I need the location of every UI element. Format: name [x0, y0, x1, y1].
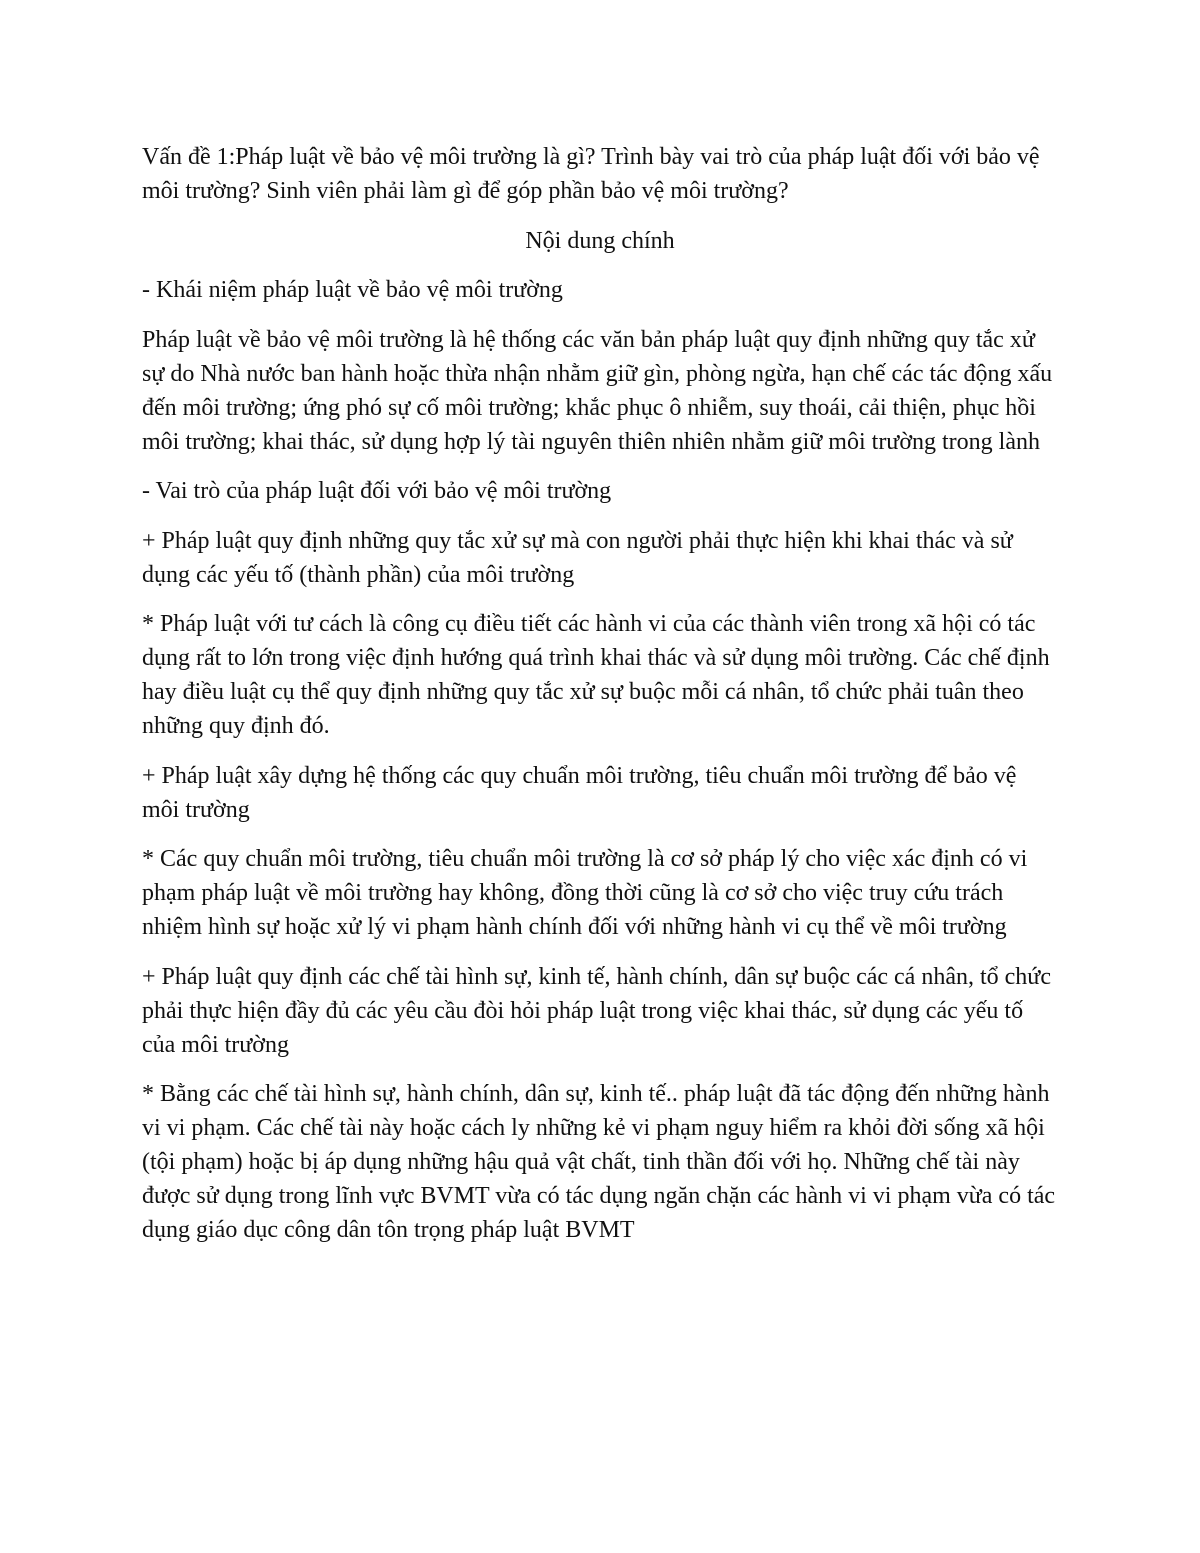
role-point-1: + Pháp luật quy định những quy tắc xử sự mà con người phải thực hiện khi khai thác và sử dụng các yếu tố (thành phần) của môi trường	[142, 527, 1013, 588]
role-subheading: - Vai trò của pháp luật đối với bảo vệ môi trường	[142, 478, 612, 504]
concept-subheading: - Khái niệm pháp luật về bảo vệ môi trường	[142, 277, 563, 303]
concept-definition-paragraph: Pháp luật về bảo vệ môi trường là hệ thống các văn bản pháp luật quy định những quy tắc xử sự do Nhà nước ban hành hoặc thừa nhận nhằm giữ gìn, phòng ngừa, hạn chế các tác động xấu đến môi trường; ứng phó sự cố môi trường; khắc phục ô nhiễm, suy thoái, cải thiện, phục hồi môi trường; khai thác, sử dụng hợp lý tài nguyên thiên nhiên nhằm giữ môi trường trong lành	[142, 326, 1053, 455]
role-point-1-detail: * Pháp luật với tư cách là công cụ điều tiết các hành vi của các thành viên trong xã hội có tác dụng rất to lớn trong việc định hướng quá trình khai thác và sử dụng môi trường. Các chế định hay điều luật cụ thể quy định những quy tắc xử sự buộc mỗi cá nhân, tổ chức phải tuân theo những quy định đó.	[142, 611, 1050, 739]
question-paragraph: Vấn đề 1:Pháp luật về bảo vệ môi trường là gì? Trình bày vai trò của pháp luật đối với bảo vệ môi trường? Sinh viên phải làm gì để góp phần bảo vệ môi trường?	[142, 144, 1040, 204]
role-point-3: + Pháp luật quy định các chế tài hình sự, kinh tế, hành chính, dân sự buộc các cá nhân, tổ chức phải thực hiện đầy đủ các yêu cầu đòi hỏi pháp luật trong việc khai thác, sử dụng các yếu tố của môi trường	[142, 963, 1051, 1058]
section-heading: Nội dung chính	[525, 227, 675, 254]
role-point-3-detail: * Bằng các chế tài hình sự, hành chính, dân sự, kinh tế.. pháp luật đã tác động đến những hành vi vi phạm. Các chế tài này hoặc cách ly những kẻ vi phạm nguy hiểm ra khỏi đời sống xã hội (tội phạm) hoặc bị áp dụng những hậu quả vật chất, tinh thần đối với họ. Những chế tài này được sử dụng trong lĩnh vực BVMT vừa có tác dụng ngăn chặn các hành vi vi phạm vừa có tác dụng giáo dục công dân tôn trọng pháp luật BVMT	[142, 1081, 1056, 1243]
role-point-2: + Pháp luật xây dựng hệ thống các quy chuẩn môi trường, tiêu chuẩn môi trường để bảo vệ môi trường	[142, 762, 1017, 823]
role-point-2-detail: * Các quy chuẩn môi trường, tiêu chuẩn môi trường là cơ sở pháp lý cho việc xác định có vi phạm pháp luật về môi trường hay không, đồng thời cũng là cơ sở cho việc truy cứu trách nhiệm hình sự hoặc xử lý vi phạm hành chính đối với những hành vi cụ thể về môi trường	[142, 846, 1028, 940]
